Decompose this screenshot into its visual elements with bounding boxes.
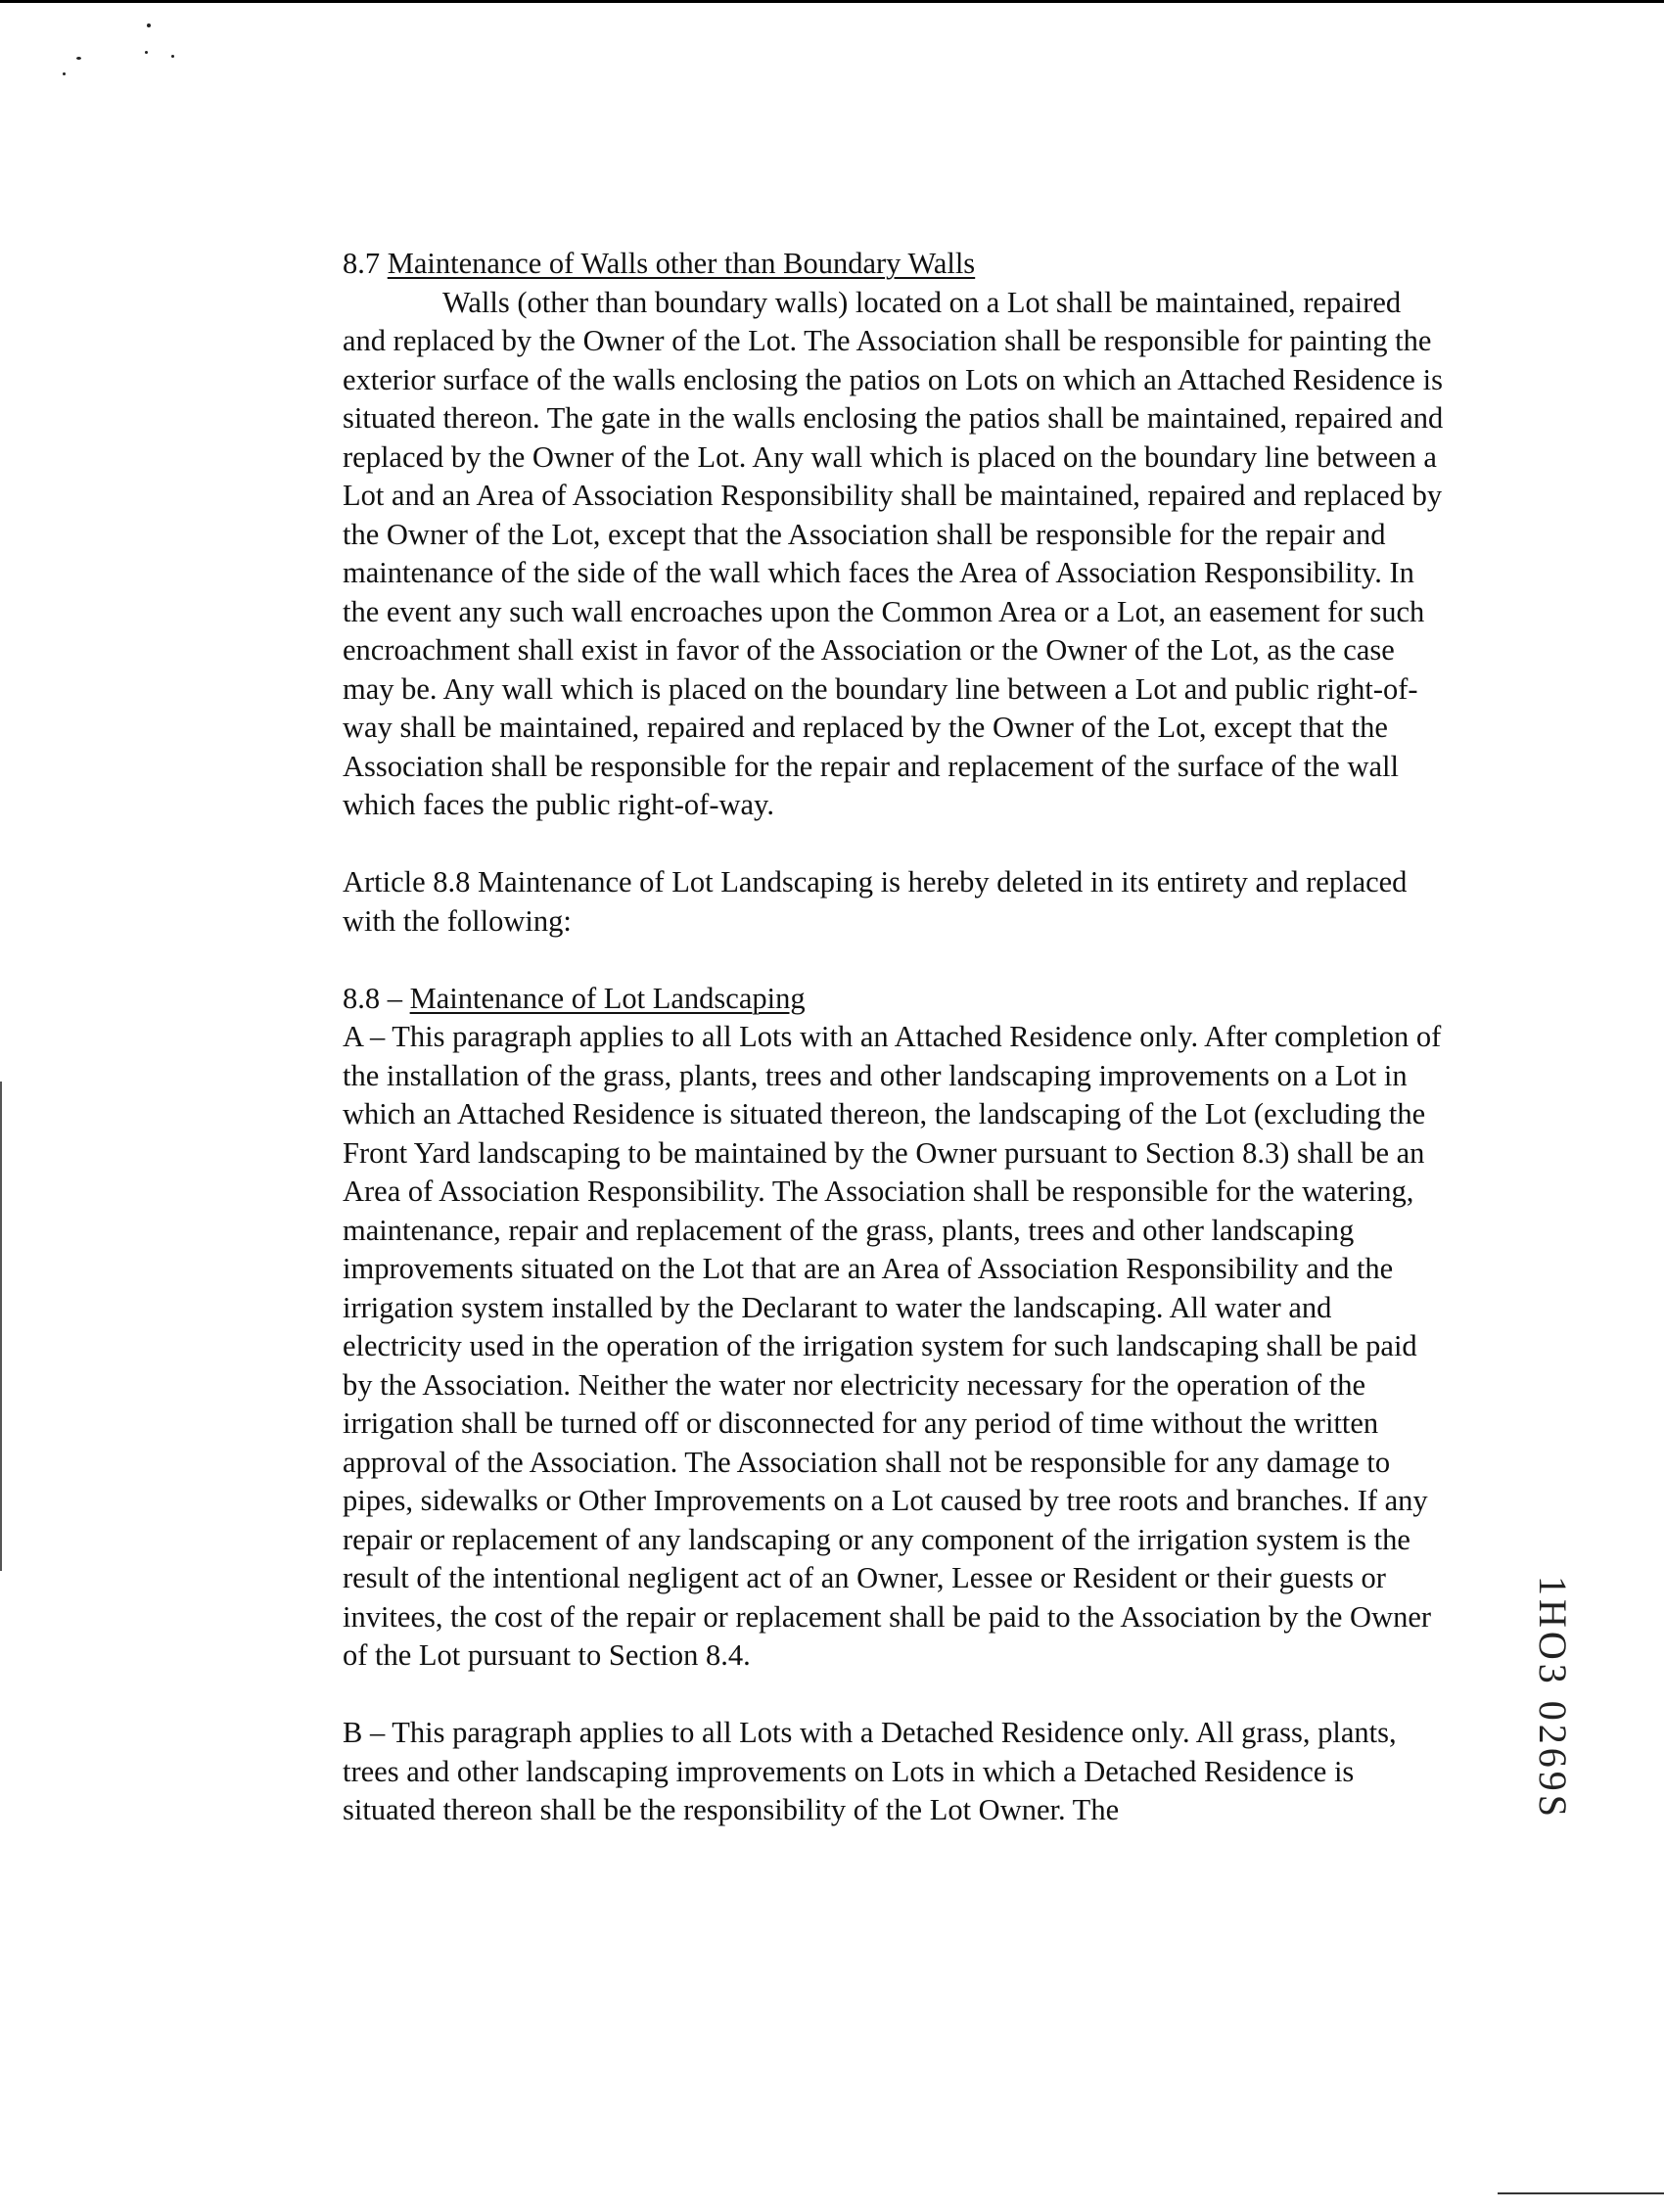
section-8-7-body: Walls (other than boundary walls) located on a Lot shall be maintained, repaired and replaced by the Owner of the Lot. The Association shall be responsible for painting the exterior surface of the walls enclosing the patios on Lots on which an Attached Residence is situated thereon. The gate in the walls enclosing the patios shall be maintained, repaired and replaced by the Owner of the Lot. Any wall which is placed on the boundary line between a Lot and an Area of Association Responsibility shall be maintained, repaired and replaced by the Owner of the Lot, except that the Association shall be responsible for the repair and maintenance of the side of the wall which faces the Area of Association Responsibility. In the event any such wall encroaches upon the Common Area or a Lot, an easement for such encroachment shall exist in favor of the Association or the Owner of the Lot, as the case may be. Any wall which is placed on the boundary line between a Lot and public right-of-way shall be maintained, repaired and replaced by the Owner of the Lot, except that the Association shall be responsible for the repair and replacement of the surface of the wall which faces the public right-of-way. (343, 285, 1444, 821)
paragraph-gap (343, 825, 1449, 864)
article-8-8-note: Article 8.8 Maintenance of Lot Landscaping is hereby deleted in its entirety and replaced with the following: (343, 865, 1408, 938)
document-page (343, 245, 1449, 1830)
paragraph-gap (343, 1676, 1449, 1715)
scan-speck (171, 55, 174, 58)
scan-speck (145, 51, 148, 54)
section-8-8-title: Maintenance of Lot Landscaping (409, 981, 806, 1015)
scan-bottom-mark (1498, 2192, 1664, 2194)
section-8-7-title: Maintenance of Walls other than Boundary Walls (387, 247, 976, 280)
scan-speck (63, 72, 66, 75)
scan-top-border (0, 0, 1664, 3)
section-8-7-number: 8.7 (343, 247, 388, 280)
scan-speck (147, 23, 151, 27)
section-8-7-heading (343, 245, 1449, 284)
margin-stamp: 1HO3 0269S (1531, 1576, 1575, 1821)
section-8-8-paragraph-b: B – This paragraph applies to all Lots with a Detached Residence only. All grass, plants, trees and other landscaping improvements on Lots in which a Detached Residence is situated thereon shall be the responsibility of the Lot Owner. The (343, 1716, 1397, 1826)
scan-left-edge (0, 1082, 2, 1571)
section-8-8-paragraph-a: A – This paragraph applies to all Lots with an Attached Residence only. After completion of the installation of the grass, plants, trees and other landscaping improvements on a Lot in which an Attached Residence is situated thereon, the landscaping of the Lot (excluding the Front Yard landscaping to be maintained by the Owner pursuant to Section 8.3) shall be an Area of Association Responsibility. The Association shall be responsible for the watering, maintenance, repair and replacement of the grass, plants, trees and other landscaping improvements situated on the Lot that are an Area of Association Responsibility and the irrigation system installed by the Declarant to water the landscaping. All water and electricity used in the operation of the irrigation system for such landscaping shall be paid by the Association. Neither the water nor electricity necessary for the operation of the irrigation shall be turned off or disconnected for any period of time without the written approval of the Association. The Association shall not be responsible for any damage to pipes, sidewalks or Other Improvements on a Lot caused by tree roots and branches. If any repair or replacement of any landscaping or any component of the irrigation system is the result of the intentional negligent act of an Owner, Lessee or Resident or their guests or invitees, the cost of the repair or replacement shall be paid to the Association by the Owner of the Lot pursuant to Section 8.4. (343, 1020, 1442, 1672)
paragraph-gap (343, 941, 1449, 980)
section-8-8-number: 8.8 – (343, 981, 410, 1015)
scan-speck (76, 57, 81, 60)
section-8-8-heading (343, 980, 1449, 1019)
